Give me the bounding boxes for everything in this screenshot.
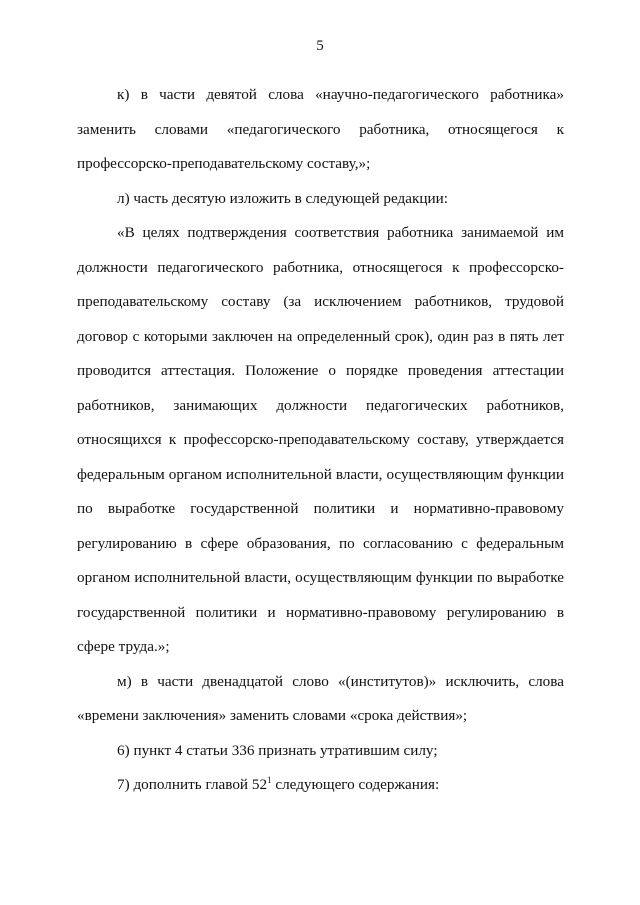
chapter-superscript: 1	[267, 775, 272, 785]
paragraph-7-text-end: следующего содержания:	[271, 776, 440, 793]
paragraph-k: к) в части девятой слова «научно-педагогического работника» заменить словами «педагогического работника, относящегося к профессорско-преподавательскому составу,»;	[77, 86, 564, 172]
paragraph-m: м) в части двенадцатой слово «(институтов)» исключить, слова «времени заключения» заменить словами «срока действия»;	[77, 672, 564, 724]
paragraph-quote: «В целях подтверждения соответствия работника занимаемой им должности педагогического работника, относящегося к профессорско-преподавательскому составу (за исключением работников, трудовой договор с которыми заключен на определенный срок), один раз в пять лет проводится аттестация. Положение о порядке проведения аттестации работников, занимающих должности педагогических работников, относящихся к профессорско-преподавательскому составу, утверждается федеральным органом исполнительной власти, осуществляющим функции по выработке государственной политики и нормативно-правовому регулированию в сфере образования, по согласованию с федеральным органом исполнительной власти, осуществляющим функции по выработке государственной политики и нормативно-правовому регулированию в сфере труда.»;	[77, 224, 564, 655]
paragraph-7	[77, 768, 564, 803]
paragraph-l: л) часть десятую изложить в следующей редакции:	[117, 189, 449, 207]
document-body	[77, 78, 564, 803]
paragraph-6: 6) пункт 4 статьи 336 признать утратившим силу;	[117, 741, 438, 759]
paragraph-7-text: 7) дополнить главой 52	[117, 776, 268, 793]
page-number: 5	[316, 38, 324, 54]
